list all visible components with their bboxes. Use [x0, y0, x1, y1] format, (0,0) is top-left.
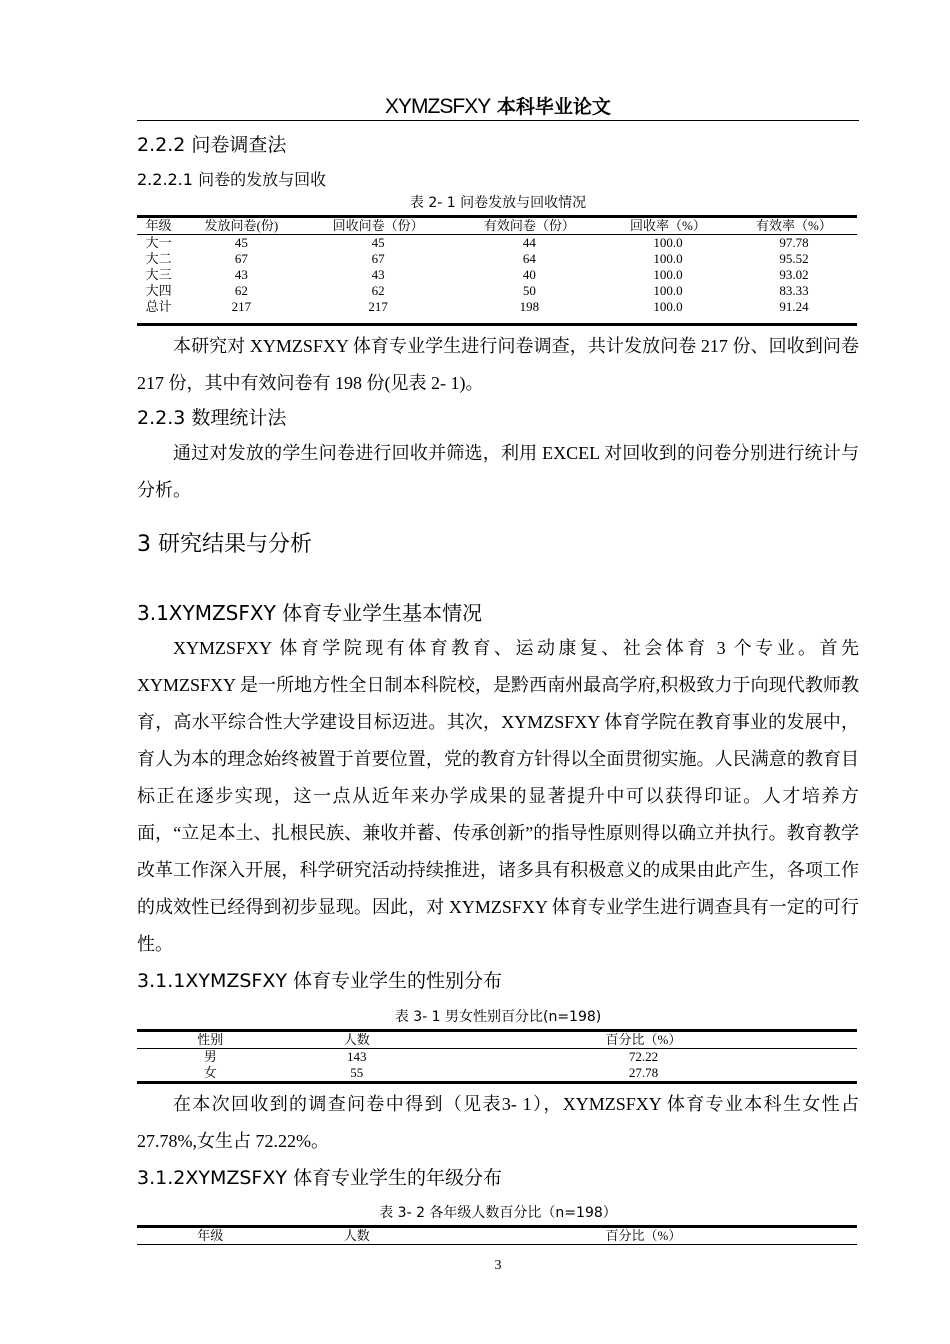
table-row: [137, 1049, 857, 1066]
table-cell: 62: [371, 283, 385, 299]
table-cell: 45: [371, 235, 385, 251]
table-cell: 大三: [145, 267, 172, 283]
column-header: 年级: [137, 217, 180, 235]
table-cell: 143: [346, 1049, 367, 1065]
table-2-1: [137, 215, 857, 326]
column-header: 回收问卷（份）: [303, 217, 454, 235]
table-cell: 100.0: [653, 235, 683, 251]
table-header-row: [137, 1031, 857, 1049]
column-header: 有效率（%）: [731, 217, 857, 235]
column-header: 有效问卷（份）: [454, 217, 605, 235]
table-cell: 67: [234, 251, 248, 267]
paragraph-survey: 本研究对 XYMZSFXY 体育专业学生进行问卷调查，共计发放问卷 217 份、回收到问卷 217 份，其中有效问卷有 198 份(见表 2- 1)。: [137, 336, 859, 394]
table-row: [137, 235, 857, 252]
table-3-2-caption: 表 3- 2 各年级人数百分比（n=198）: [379, 1205, 617, 1222]
table-cell: 100.0: [653, 299, 683, 315]
header-rule: [137, 120, 859, 121]
table-cell: 91.24: [779, 299, 809, 315]
table-row: [137, 267, 857, 283]
table-cell: 大四: [145, 283, 172, 299]
table-cell: 女: [203, 1065, 217, 1081]
heading-3: 3 研究结果与分析: [137, 532, 312, 558]
table-cell: 100.0: [653, 251, 683, 267]
heading-3-1: 3.1XYMZSFXY 体育专业学生基本情况: [137, 600, 483, 625]
table-cell: 43: [371, 267, 385, 283]
table-cell: 大一: [145, 235, 172, 251]
table-header-row: [137, 217, 857, 235]
heading-2-2-2: 2.2.2 问卷调查法: [137, 134, 287, 156]
table-cell: 93.02: [779, 267, 809, 283]
table-cell: 95.52: [779, 251, 809, 267]
paragraph-basic-info: XYMZSFXY 体育学院现有体育教育、运动康复、社会体育 3 个专业。首先 XYMZSFXY 是一所地方性全日制本科院校，是黔西南州最高学府,积极致力于向现代教师教育，高水平综合性大学建设目标迈进。其次，XYMZSFXY 体育学院在教育事业的发展中，育人为本的理念始终被置于首要位置，党的教育方针得以全面贯彻实施。人民满意的教育目标正在逐步实现，这一点从近年来办学成果的显著提升中可以获得印证。人才培养方面，“立足本土、扎根民族、兼收并蓄、传承创新”的指导性原则得以确立并执行。教育教学改革工作深入开展，科学研究活动持续推进，诸多具有积极意义的成果由此产生，各项工作的成效性已经得到初步显现。因此，对 XYMZSFXY 体育专业学生进行调查具有一定的可行性。: [137, 637, 859, 954]
heading-3-1-1: 3.1.1XYMZSFXY 体育专业学生的性别分布: [137, 969, 503, 992]
page-number: 3: [494, 1258, 502, 1274]
table-cell: 55: [350, 1065, 364, 1081]
running-header: [137, 94, 859, 119]
table-cell: 100.0: [653, 267, 683, 283]
table-cell: 217: [231, 299, 252, 315]
table-header-row: [137, 1227, 857, 1245]
column-header: 回收率（%）: [605, 217, 731, 235]
heading-2-2-3: 2.2.3 数理统计法: [137, 407, 287, 430]
table-cell: 198: [519, 299, 540, 315]
column-header: 性别: [137, 1031, 283, 1049]
paragraph-gender: 在本次回收到的调查问卷中得到（见表3- 1），XYMZSFXY 体育专业本科生女性占 27.78%,女生占 72.22%。: [137, 1094, 859, 1152]
column-header: 年级: [197, 1228, 224, 1244]
table-cell: 27.78: [628, 1065, 659, 1081]
table-3-1: [137, 1029, 857, 1084]
table-cell: 72.22: [628, 1049, 659, 1065]
table-cell: 217: [368, 299, 388, 315]
table-3-1-caption: 表 3- 1 男女性别百分比(n=198): [394, 1009, 602, 1026]
column-header: 人数: [283, 1031, 429, 1049]
heading-3-1-2: 3.1.2XYMZSFXY 体育专业学生的年级分布: [137, 1167, 503, 1190]
table-row: [137, 299, 857, 315]
table-cell: 男: [203, 1049, 217, 1065]
column-header: 百分比（%）: [605, 1228, 682, 1244]
table-2-1-caption: 表 2- 1 问卷发放与回收情况: [409, 195, 587, 212]
table-cell: 62: [234, 283, 248, 299]
table-cell: 97.78: [779, 235, 809, 251]
table-cell: 44: [522, 235, 536, 251]
header-school: XYMZSFXY: [385, 95, 491, 118]
table-cell: 40: [522, 267, 536, 283]
table-cell: 总计: [145, 299, 172, 315]
table-cell: 大二: [145, 251, 172, 267]
header-title: 本科毕业论文: [496, 96, 611, 118]
table-3-2: [137, 1225, 857, 1245]
table-row: [137, 251, 857, 267]
table-cell: 43: [234, 267, 248, 283]
table-row: [137, 283, 857, 299]
paragraph-statistics: 通过对发放的学生问卷进行回收并筛选，利用 EXCEL 对回收到的问卷分别进行统计与分析。: [137, 443, 859, 501]
column-header: 人数: [343, 1228, 370, 1244]
column-header: 百分比（%）: [430, 1031, 857, 1049]
table-cell: 83.33: [779, 283, 809, 299]
table-cell: 100.0: [653, 283, 683, 299]
table-cell: 64: [522, 251, 536, 267]
table-cell: 67: [371, 251, 385, 267]
table-row: [137, 1065, 857, 1083]
heading-2-2-2-1: 2.2.2.1 问卷的发放与回收: [137, 169, 327, 189]
table-cell: 45: [234, 235, 248, 251]
column-header: 发放问卷(份): [180, 217, 302, 235]
table-cell: 50: [522, 283, 536, 299]
